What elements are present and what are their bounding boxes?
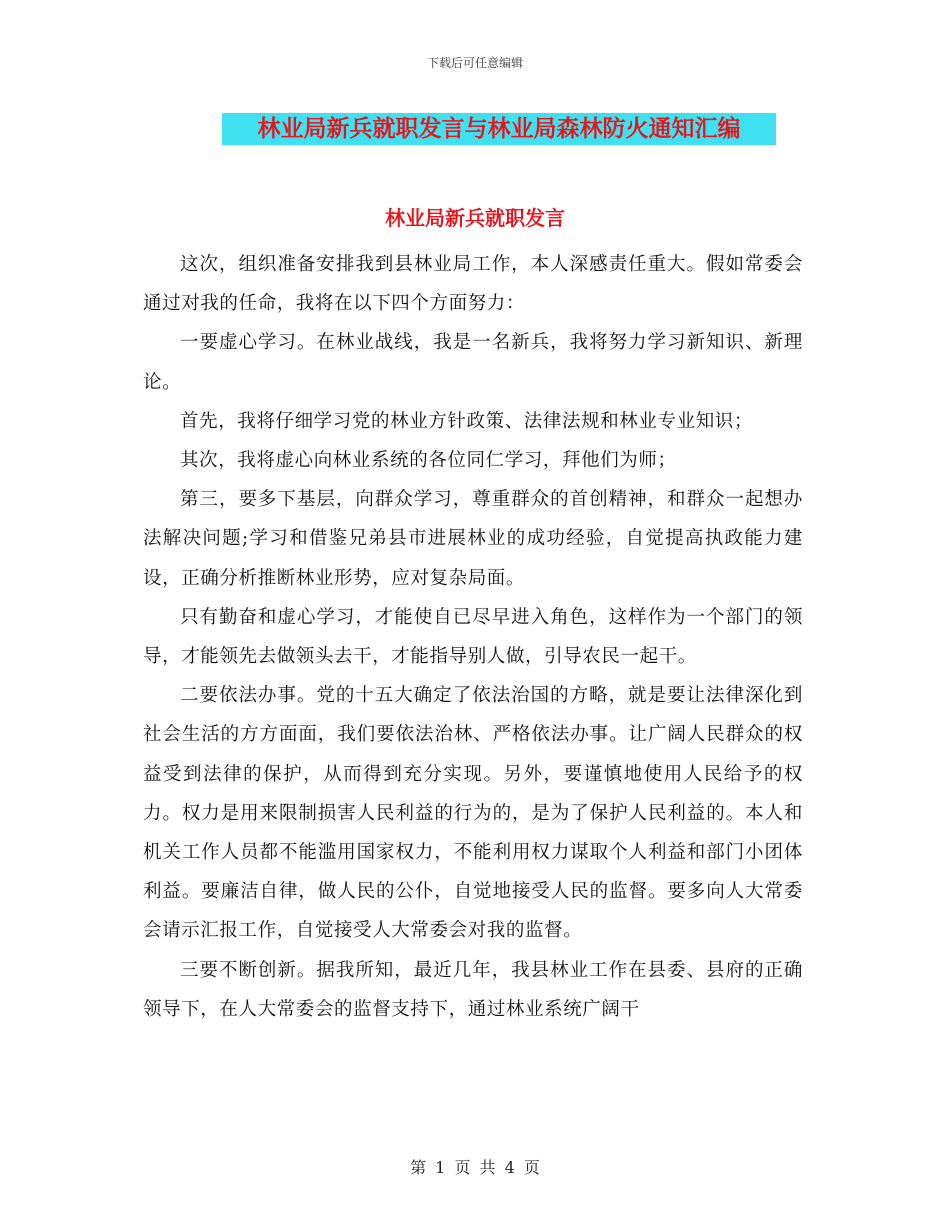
header-note: 下载后可任意编辑 <box>426 56 523 70</box>
body-text <box>143 245 803 1029</box>
document-title-highlight <box>222 113 776 145</box>
paragraph: 二要依法办事。党的十五大确定了依法治国的方略，就是要让法律深化到社会生活的方方面面，我们要依法治林、严格依法办事。让广阔人民群众的权益受到法律的保护，从而得到充分实现。另外，要谨慎地使用人民给予的权力。权力是用来限制损害人民利益的行为的，是为了保护人民利益的。本人和机关工作人员都不能滥用国家权力，不能利用权力谋取个人利益和部门小团体利益。要廉洁自律，做人民的公仆，自觉地接受人民的监督。要多向人大常委会请示汇报工作，自觉接受人大常委会对我的监督。 <box>143 685 803 942</box>
page-footer: 第 1 页 共 4 页 <box>410 1158 540 1177</box>
section-title: 林业局新兵就职发言 <box>385 206 565 230</box>
paragraph: 一要虚心学习。在林业战线，我是一名新兵，我将努力学习新知识、新理论。 <box>143 332 803 393</box>
paragraph: 这次，组织准备安排我到县林业局工作，本人深感责任重大。假如常委会通过对我的任命，我将在以下四个方面努力： <box>143 254 803 315</box>
document-title: 林业局新兵就职发言与林业局森林防火通知汇编 <box>257 116 741 142</box>
paragraph: 首先，我将仔细学习党的林业方针政策、法律法规和林业专业知识； <box>180 410 754 432</box>
paragraph: 第三，要多下基层，向群众学习，尊重群众的首创精神，和群众一起想办法解决问题;学习和借鉴兄弟县市进展林业的成功经验，自觉提高执政能力建设，正确分析推断林业形势，应对复杂局面。 <box>143 489 803 589</box>
paragraph: 只有勤奋和虚心学习，才能使自已尽早进入角色，这样作为一个部门的领导，才能领先去做领头去干，才能指导别人做，引导农民一起干。 <box>143 606 803 668</box>
paragraph: 其次，我将虚心向林业系统的各位同仁学习，拜他们为师； <box>180 450 677 472</box>
paragraph: 三要不断创新。据我所知，最近几年，我县林业工作在县委、县府的正确领导下，在人大常委会的监督支持下，通过林业系统广阔干 <box>143 959 803 1020</box>
